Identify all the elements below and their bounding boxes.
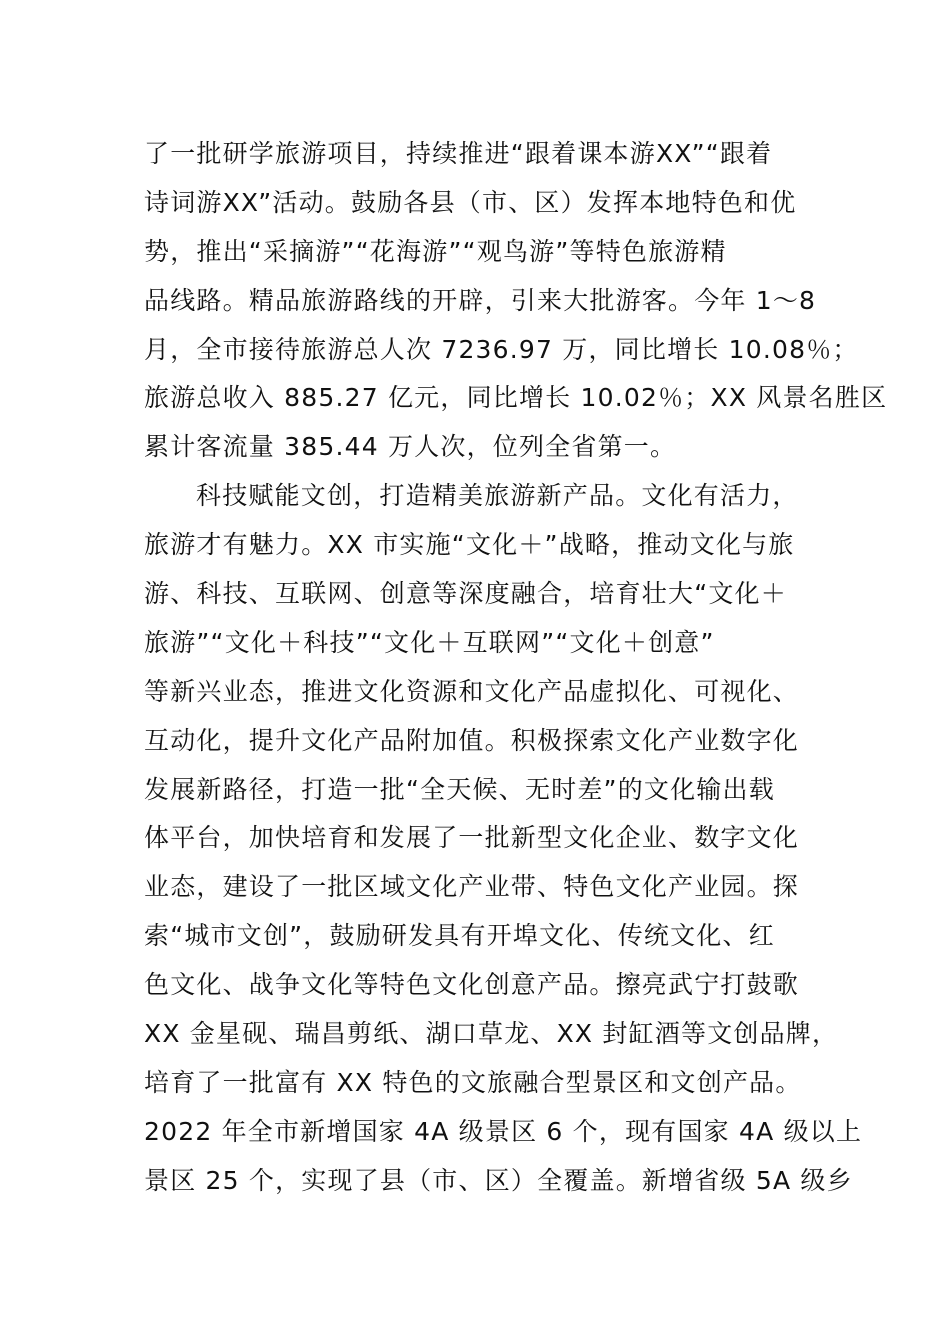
text-line: 旅游”“文化＋科技”“文化＋互联网”“文化＋创意” [144,627,715,657]
text-line: 业态，建设了一批区域文化产业带、特色文化产业园。探 [144,872,800,902]
text-line: 游、科技、互联网、创意等深度融合，培育壮大“文化＋ [144,579,787,609]
text-line: 月，全市接待旅游总人次 7236.97 万，同比增长 10.08％； [144,334,859,364]
text-line: 了一批研学旅游项目，持续推进“跟着课本游XX”“跟着 [144,139,773,168]
text-line: 等新兴业态，推进文化资源和文化产品虚拟化、可视化、 [144,676,800,706]
text-line: 色文化、战争文化等特色文化创意产品。擦亮武宁打鼓歌 [144,970,800,1000]
text-line: 累计客流量 385.44 万人次，位列全省第一。 [144,432,677,462]
text-line: 旅游总收入 885.27 亿元，同比增长 10.02％；XX 风景名胜区 [144,383,888,413]
text-line: 培育了一批富有 XX 特色的文旅融合型景区和文创产品。 [144,1067,802,1097]
text-line: 体平台，加快培育和发展了一批新型文化企业、数字文化 [144,823,800,853]
paragraph-first-line: 科技赋能文创，打造精美旅游新产品。文化有活力， [196,481,799,511]
text-line: 势，推出“采摘游”“花海游”“观鸟游”等特色旅游精 [144,236,727,266]
text-line: 旅游才有魅力。XX 市实施“文化＋”战略，推动文化与旅 [144,530,795,560]
body-text [144,130,888,1206]
text-line: 索“城市文创”，鼓励研发具有开埠文化、传统文化、红 [144,921,775,951]
text-line: 2022 年全市新增国家 4A 级景区 6 个，现有国家 4A 级以上 [144,1116,863,1146]
text-line: 发展新路径，打造一批“全天候、无时差”的文化输出载 [144,774,775,804]
text-line: 景区 25 个，实现了县（市、区）全覆盖。新增省级 5A 级乡 [144,1165,853,1195]
text-line: 互动化，提升文化产品附加值。积极探索文化产业数字化 [144,725,800,755]
text-line: 诗词游XX”活动。鼓励各县（市、区）发挥本地特色和优 [144,187,797,217]
text-line: 品线路。精品旅游路线的开辟，引来大批游客。今年 1～8 [144,285,817,315]
text-line: XX 金星砚、瑞昌剪纸、湖口草龙、XX 封缸酒等文创品牌， [144,1019,839,1049]
